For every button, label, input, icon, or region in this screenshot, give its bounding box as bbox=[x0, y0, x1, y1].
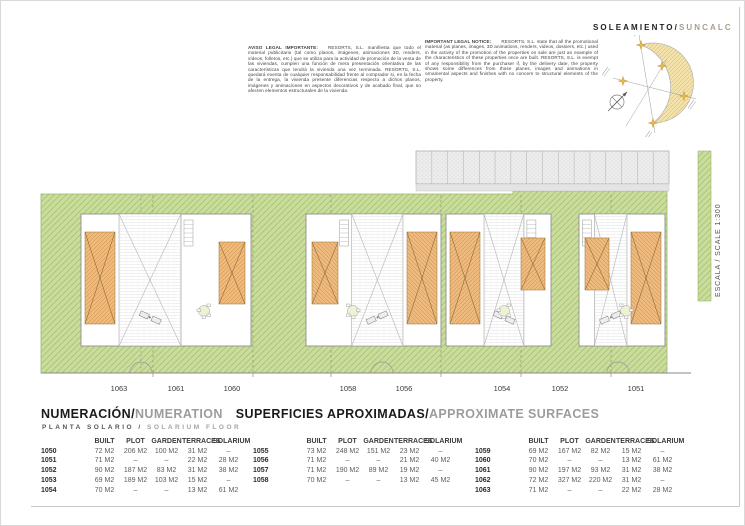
table-surface-value: 83 M2 bbox=[156, 467, 177, 475]
table-surface-value: 22 M2 bbox=[621, 486, 642, 494]
table-surface-value: 71 M2 bbox=[528, 486, 549, 494]
surfaces-subtitle-en: SOLARIUM FLOOR bbox=[146, 424, 242, 431]
sun-path-diagram bbox=[581, 35, 721, 137]
table-surface-value: 19 M2 bbox=[399, 467, 420, 475]
table-column-header: BUILT bbox=[306, 438, 327, 445]
table-plot-number: 1050 bbox=[41, 447, 57, 455]
table-column-header: BUILT bbox=[94, 438, 115, 445]
sun-position-star bbox=[636, 40, 645, 49]
numeration-title-es: NUMERACIÓN/ bbox=[41, 407, 135, 421]
table-surface-value: – bbox=[164, 486, 169, 494]
sun-study-title-es: SOLEAMIENTO/ bbox=[593, 23, 679, 32]
table-corner-cell bbox=[253, 437, 301, 447]
house-cluster bbox=[306, 214, 441, 346]
table-surface-value: 89 M2 bbox=[368, 467, 389, 475]
plot-number-label: 1051 bbox=[627, 384, 645, 393]
table-plot-number: 1055 bbox=[253, 447, 269, 455]
table-surface-value: 13 M2 bbox=[399, 476, 420, 484]
table-surface-value: – bbox=[133, 457, 138, 465]
table-surface-value: 103 M2 bbox=[154, 476, 179, 484]
compass-icon bbox=[608, 92, 627, 111]
house-cluster bbox=[579, 214, 665, 346]
table-surface-value: 21 M2 bbox=[399, 457, 420, 465]
legal-notice-spanish-title: AVISO LEGAL IMPORTANTE: bbox=[248, 45, 318, 50]
table-plot-number: 1054 bbox=[41, 486, 57, 494]
table-surface-value: 82 M2 bbox=[590, 447, 611, 455]
table-surface-value: 70 M2 bbox=[528, 457, 549, 465]
surfaces-table-group-2 bbox=[253, 437, 463, 486]
table-surface-value: 31 M2 bbox=[187, 447, 208, 455]
table-surface-value: 71 M2 bbox=[306, 467, 327, 475]
table-surface-value: 61 M2 bbox=[652, 457, 673, 465]
table-surface-value: 197 M2 bbox=[557, 467, 582, 475]
table-surface-value: 187 M2 bbox=[123, 467, 148, 475]
table-surface-value: – bbox=[660, 476, 665, 484]
table-column-header: PLOT bbox=[126, 438, 145, 445]
house-cluster bbox=[81, 214, 251, 346]
table-surface-value: 69 M2 bbox=[94, 476, 115, 484]
parking-band bbox=[416, 151, 669, 191]
plot-number-label: 1063 bbox=[110, 384, 128, 393]
table-surface-value: 31 M2 bbox=[621, 476, 642, 484]
table-column-header: GARDEN bbox=[585, 438, 616, 445]
table-surface-value: – bbox=[376, 457, 381, 465]
table-surface-value: – bbox=[133, 486, 138, 494]
surfaces-title-en: APPROXIMATE SURFACES bbox=[428, 407, 600, 421]
numeration-title-en: NUMERATION bbox=[134, 407, 223, 421]
table-column-header: SOLARIUM bbox=[213, 438, 251, 445]
legal-notice-spanish-body: RESORTS, S.L. manifiesta que todo el material publicitario (tal como planos, imágenes, animaciones 3D, renders, vídeos, folletos, etc.) que se utiliza para la actividad de promoción de la venta de las viviendas, cumplen una función de mera presentación orientativa de las características que tendrá la vivienda una vez terminada. RESORTS, S.L. quedará exenta de cualquier responsabilidad frente al comprador si, en la fecha de la entrega, la vivienda presente diferencias respecto a dichos planos, imágenes y animaciones en aspectos decorativos y de acabado final, que no afecten elementos estructurales de la vivienda. bbox=[248, 45, 421, 94]
plot-number-label: 1061 bbox=[167, 384, 185, 393]
table-plot-number: 1060 bbox=[475, 457, 491, 465]
table-surface-value: 220 M2 bbox=[588, 476, 613, 484]
table-surface-value: – bbox=[567, 486, 572, 494]
table-plot-number: 1053 bbox=[41, 476, 57, 484]
surfaces-table-group-1 bbox=[41, 437, 251, 495]
table-surface-value: 31 M2 bbox=[621, 467, 642, 475]
house-cluster bbox=[446, 214, 551, 346]
table-plot-number: 1058 bbox=[253, 476, 269, 484]
table-corner-cell bbox=[475, 437, 523, 447]
table-surface-value: 72 M2 bbox=[528, 476, 549, 484]
table-surface-value: 70 M2 bbox=[94, 486, 115, 494]
table-surface-value: 61 M2 bbox=[218, 486, 239, 494]
table-surface-value: – bbox=[226, 476, 231, 484]
table-surface-value: 248 M2 bbox=[335, 447, 360, 455]
table-surface-value: – bbox=[226, 447, 231, 455]
table-surface-value: 151 M2 bbox=[366, 447, 391, 455]
garden-strip-right bbox=[698, 151, 711, 301]
table-surface-value: – bbox=[376, 476, 381, 484]
table-surface-value: 189 M2 bbox=[123, 476, 148, 484]
sun-study-title bbox=[593, 23, 733, 32]
table-column-header: GARDEN bbox=[363, 438, 394, 445]
site-plan bbox=[1, 146, 745, 396]
table-surface-value: 28 M2 bbox=[652, 486, 673, 494]
plot-number-label: 1052 bbox=[551, 384, 569, 393]
table-surface-value: – bbox=[438, 467, 443, 475]
table-surface-value: 327 M2 bbox=[557, 476, 582, 484]
table-surface-value: 71 M2 bbox=[306, 457, 327, 465]
table-plot-number: 1059 bbox=[475, 447, 491, 455]
table-surface-value: 15 M2 bbox=[621, 447, 642, 455]
table-plot-number: 1062 bbox=[475, 476, 491, 484]
table-surface-value: – bbox=[164, 457, 169, 465]
plot-number-label: 1054 bbox=[493, 384, 511, 393]
table-plot-number: 1063 bbox=[475, 486, 491, 494]
table-surface-value: – bbox=[345, 476, 350, 484]
legal-notice-english bbox=[425, 39, 598, 82]
legal-notice-english-title: IMPORTANT LEGAL NOTICE: bbox=[425, 39, 492, 44]
table-surface-value: 70 M2 bbox=[306, 476, 327, 484]
table-surface-value: 31 M2 bbox=[187, 467, 208, 475]
table-surface-value: 90 M2 bbox=[94, 467, 115, 475]
table-surface-value: – bbox=[438, 447, 443, 455]
surfaces-table-group-3 bbox=[475, 437, 685, 495]
table-column-header: TERRACES bbox=[394, 438, 433, 445]
table-plot-number: 1061 bbox=[475, 467, 491, 475]
table-surface-value: 167 M2 bbox=[557, 447, 582, 455]
table-surface-value: – bbox=[567, 457, 572, 465]
plot-number-label: 1058 bbox=[339, 384, 357, 393]
table-plot-number: 1051 bbox=[41, 457, 57, 465]
table-surface-value: 90 M2 bbox=[528, 467, 549, 475]
legal-notice-english-body: RESORTS, S.L. state that all the promotional material (as planes, images, 3D animations, renders, videos, dossiers, etc.) used in the activity of the promotion of the properties on sale are just an example of the characteristics of these properties once are built. RESORTS, S.L. is exempt of any responsibility from the purchaser if, by the delivery date, the property shows some differences from those planes, images and animations in ornamental aspects and finishes with no concern to structural elements of the property. bbox=[425, 39, 598, 82]
table-surface-value: 71 M2 bbox=[94, 457, 115, 465]
table-surface-value: – bbox=[598, 486, 603, 494]
sun-study-title-en: SUNCALC bbox=[678, 23, 733, 32]
table-surface-value: 38 M2 bbox=[652, 467, 673, 475]
table-surface-value: – bbox=[660, 447, 665, 455]
table-column-header: SOLARIUM bbox=[425, 438, 463, 445]
table-surface-value: 190 M2 bbox=[335, 467, 360, 475]
sun-position-star bbox=[618, 76, 627, 85]
plot-number-label: 1056 bbox=[395, 384, 413, 393]
plot-number-label: 1060 bbox=[223, 384, 241, 393]
table-plot-number: 1052 bbox=[41, 467, 57, 475]
table-surface-value: 206 M2 bbox=[123, 447, 148, 455]
sun-arc-crescent bbox=[641, 43, 693, 123]
table-column-header: PLOT bbox=[338, 438, 357, 445]
table-plot-number: 1056 bbox=[253, 457, 269, 465]
sun-annotation-mark bbox=[602, 67, 610, 77]
table-surface-value: 23 M2 bbox=[399, 447, 420, 455]
table-surface-value: 13 M2 bbox=[621, 457, 642, 465]
sun-annotation-mark bbox=[632, 35, 640, 36]
table-surface-value: 38 M2 bbox=[218, 467, 239, 475]
table-surface-value: 22 M2 bbox=[187, 457, 208, 465]
table-surface-value: 72 M2 bbox=[94, 447, 115, 455]
legal-notice-spanish bbox=[248, 45, 421, 94]
sheet-border-right bbox=[739, 7, 740, 507]
table-surface-value: 28 M2 bbox=[218, 457, 239, 465]
table-surface-value: 15 M2 bbox=[187, 476, 208, 484]
surfaces-title-es: SUPERFICIES APROXIMADAS/ bbox=[235, 407, 429, 421]
table-surface-value: 73 M2 bbox=[306, 447, 327, 455]
table-column-header: TERRACES bbox=[616, 438, 655, 445]
table-surface-value: 93 M2 bbox=[590, 467, 611, 475]
table-column-header: GARDEN bbox=[151, 438, 182, 445]
table-surface-value: – bbox=[345, 457, 350, 465]
surfaces-subtitle-es: PLANTA SOLARIO / bbox=[42, 424, 143, 431]
table-column-header: BUILT bbox=[528, 438, 549, 445]
table-corner-cell bbox=[41, 437, 89, 447]
table-surface-value: 45 M2 bbox=[430, 476, 451, 484]
table-surface-value: 100 M2 bbox=[154, 447, 179, 455]
scale-label: ESCALA / SCALE 1:300 bbox=[715, 203, 722, 297]
surfaces-subtitle bbox=[42, 424, 241, 431]
table-column-header: PLOT bbox=[560, 438, 579, 445]
table-plot-number: 1057 bbox=[253, 467, 269, 475]
table-column-header: TERRACES bbox=[182, 438, 221, 445]
table-surface-value: 40 M2 bbox=[430, 457, 451, 465]
sheet-border-bottom bbox=[31, 506, 740, 507]
table-surface-value: 69 M2 bbox=[528, 447, 549, 455]
sun-annotation-mark bbox=[644, 131, 652, 137]
table-column-header: SOLARIUM bbox=[647, 438, 685, 445]
surfaces-title bbox=[41, 407, 599, 421]
table-surface-value: – bbox=[598, 457, 603, 465]
sun-position-star bbox=[648, 118, 657, 127]
table-surface-value: 13 M2 bbox=[187, 486, 208, 494]
